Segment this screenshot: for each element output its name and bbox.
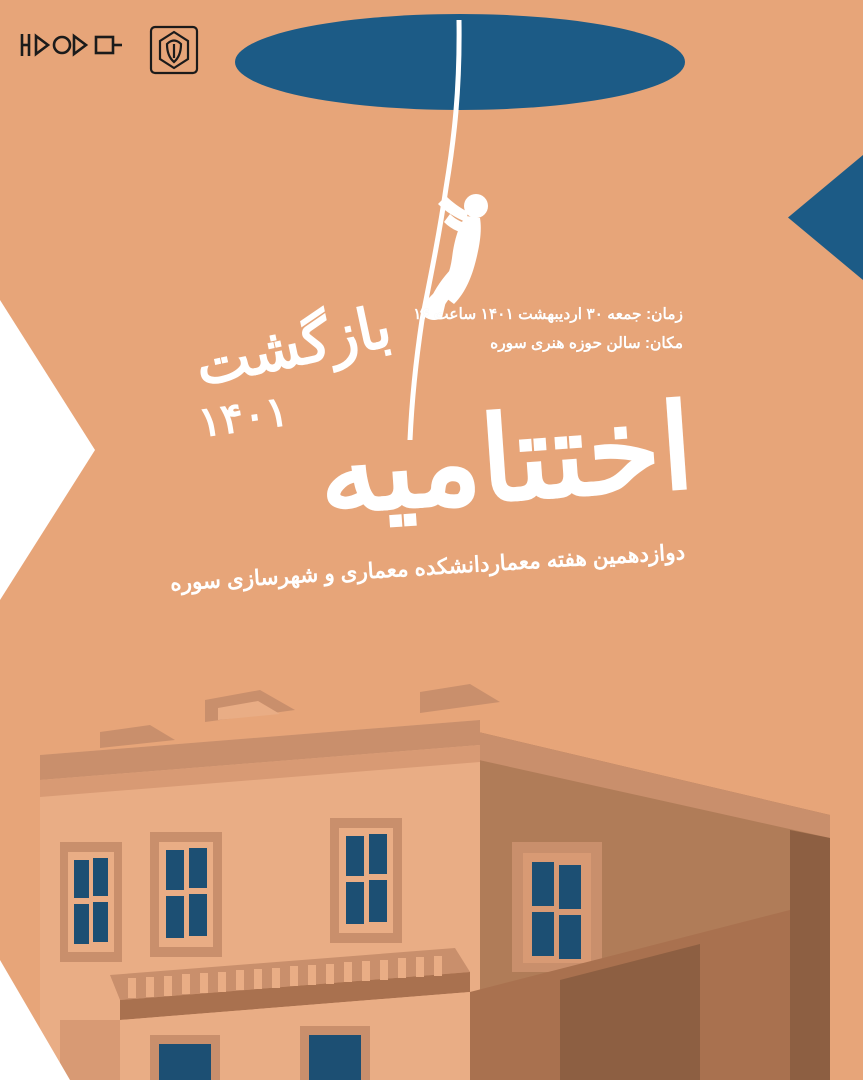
islamic-star-seal-logo <box>148 24 200 76</box>
hovo-wordmark-logo <box>18 28 124 62</box>
subtitle: دوازدهمین هفته معماردانشکده معماری و شهرسازی سوره <box>169 540 686 596</box>
decorative-left-wedge <box>0 300 95 600</box>
decorative-right-wedge <box>788 155 863 280</box>
year-label: ۱۴۰۱ <box>194 386 291 447</box>
event-time: زمان: جمعه ۳۰ اردیبهشت ۱۴۰۱ ساعت ۱۶ <box>413 306 683 323</box>
historic-facade-building-illustration <box>0 580 863 1080</box>
event-details <box>413 300 683 359</box>
page-title: اختتامیه <box>314 381 698 539</box>
event-place: مکان: سالن حوزه هنری سوره <box>490 335 683 353</box>
kicker-text: بازگشت <box>189 293 397 399</box>
